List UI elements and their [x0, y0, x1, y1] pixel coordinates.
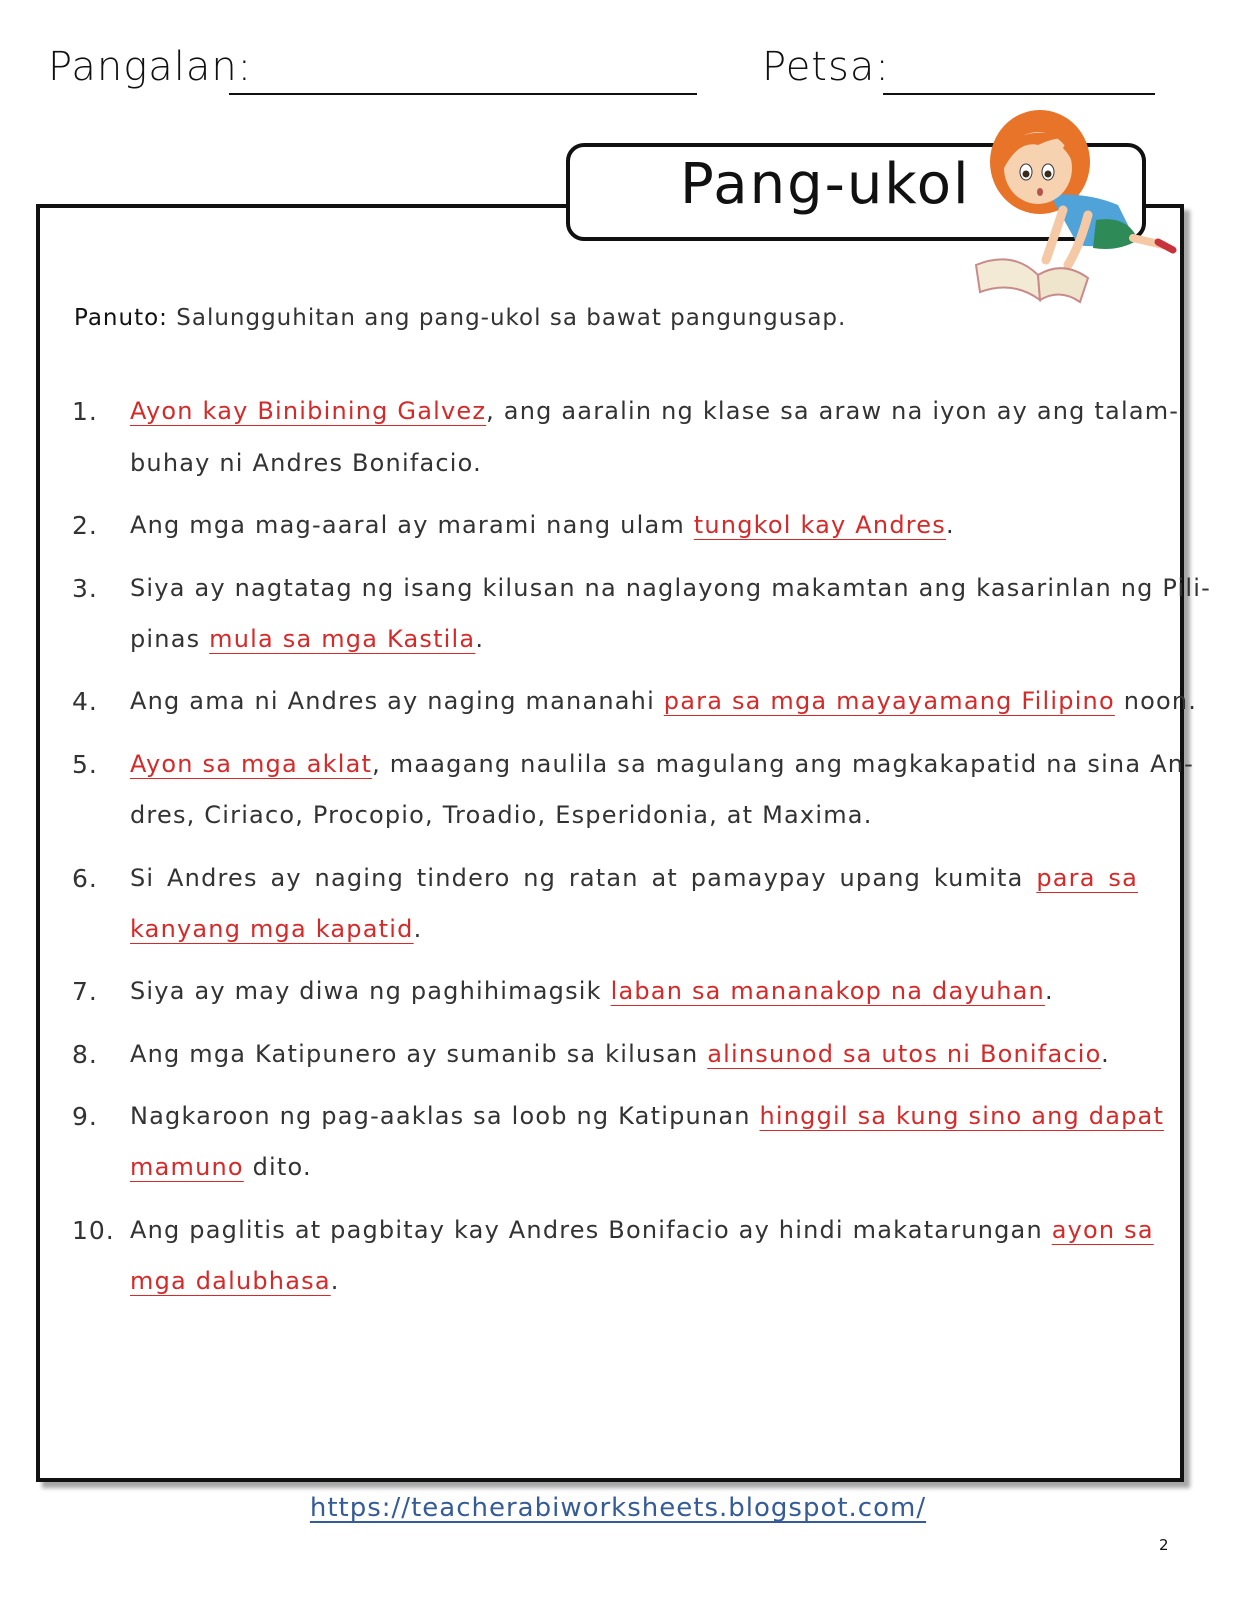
sentence-line [130, 801, 873, 829]
sentence-text: Ang paglitis at pagbitay kay Andres Bonifacio ay hindi makatarungan [130, 1216, 1052, 1244]
sentence-line [130, 574, 1212, 602]
sentence-text: Nagkaroon ng pag-aaklas sa loob ng Katipunan [130, 1102, 760, 1130]
sentence-text: . [413, 915, 423, 943]
preposition-answer: mula sa mga Kastila [209, 625, 476, 653]
date-blank-line[interactable] [883, 93, 1155, 95]
preposition-answer: tungkol kay Andres [693, 511, 946, 539]
preposition-answer: Ayon kay Binibining Galvez [130, 397, 487, 425]
preposition-answer: alinsunod sa utos ni Bonifacio [707, 1040, 1102, 1068]
sentence-text: Ang mga Katipunero ay sumanib sa kilusan [130, 1040, 708, 1068]
sentence-line [130, 977, 1054, 1005]
sentence-text: Siya ay may diwa ng paghihimagsik [130, 977, 611, 1005]
item-number: 3. [72, 574, 98, 603]
name-label: Pangalan: [48, 44, 253, 90]
sentence-text: buhay ni Andres Bonifacio. [130, 449, 482, 477]
preposition-answer: hinggil sa kung sino ang dapat [759, 1102, 1165, 1130]
sentence-line [130, 511, 955, 539]
date-label: Petsa: [762, 44, 890, 90]
sentence-line [130, 750, 1194, 778]
sentence-text: Ang mga mag-aaral ay marami nang ulam [130, 511, 694, 539]
sentence-text: . [330, 1267, 340, 1295]
sentence-line [130, 1153, 312, 1181]
sentence-line [130, 1216, 1154, 1244]
sentence-text: dres, Ciriaco, Procopio, Troadio, Esperidonia, at Maxima. [130, 801, 873, 829]
item-number: 9. [72, 1102, 98, 1131]
sentence-text: . [1101, 1040, 1110, 1068]
sentence-line [130, 1102, 1165, 1130]
sentence-text: pinas [130, 625, 210, 653]
sentence-text: , maagang naulila sa magulang ang magkakapatid na sina An- [372, 750, 1194, 778]
preposition-answer: kanyang mga kapatid [130, 915, 414, 943]
preposition-answer: mamuno [130, 1153, 244, 1181]
instruction [74, 305, 846, 331]
preposition-answer: para sa [1036, 864, 1138, 892]
page-title: Pang-ukol [680, 152, 971, 217]
item-number: 8. [72, 1040, 98, 1069]
sentence-text: noon. [1114, 687, 1198, 715]
sentence-text: . [945, 511, 955, 539]
item-number: 7. [72, 977, 98, 1006]
preposition-answer: para sa mga mayayamang Filipino [663, 687, 1115, 715]
preposition-answer: ayon sa [1051, 1216, 1154, 1244]
preposition-answer: laban sa mananakop na dayuhan [610, 977, 1045, 1005]
sentence-line [130, 1267, 340, 1295]
item-number: 6. [72, 864, 98, 893]
footer-link[interactable]: https://teacherabiworksheets.blogspot.com/ [309, 1493, 927, 1523]
sentence-text: . [475, 625, 485, 653]
instruction-label: Panuto: [74, 305, 168, 331]
sentence-line [130, 449, 482, 477]
name-blank-line[interactable] [229, 93, 697, 95]
sentence-text: , ang aaralin ng klase sa araw na iyon ay ang talam- [486, 397, 1180, 425]
item-number: 4. [72, 687, 98, 716]
girl-reading-illustration [968, 100, 1183, 315]
item-number: 5. [72, 750, 98, 779]
item-number: 10. [72, 1216, 115, 1245]
sentence-text: Ang ama ni Andres ay naging mananahi [130, 687, 664, 715]
sentence-line [130, 397, 1180, 425]
sentence-text: . [1044, 977, 1054, 1005]
item-number: 1. [72, 397, 98, 426]
preposition-answer: Ayon sa mga aklat [130, 750, 373, 778]
sentence-line [130, 915, 422, 943]
sentence-text: dito. [243, 1153, 312, 1181]
item-number: 2. [72, 511, 98, 540]
sentence-text: Siya ay nagtatag ng isang kilusan na naglayong makamtan ang kasarinlan ng Pili- [130, 574, 1212, 602]
preposition-answer: mga dalubhasa [130, 1267, 331, 1295]
sentence-line [130, 687, 1197, 715]
footer [0, 1493, 1236, 1523]
sentence-text: Si Andres ay naging tindero ng ratan at pamaypay upang kumita [130, 864, 1037, 892]
sentence-line [130, 1040, 1110, 1068]
instruction-text: Salungguhitan ang pang-ukol sa bawat pangungusap. [167, 305, 847, 331]
sentence-line [130, 864, 1138, 892]
page-number: 2 [1159, 1536, 1169, 1554]
sentence-line [130, 625, 484, 653]
